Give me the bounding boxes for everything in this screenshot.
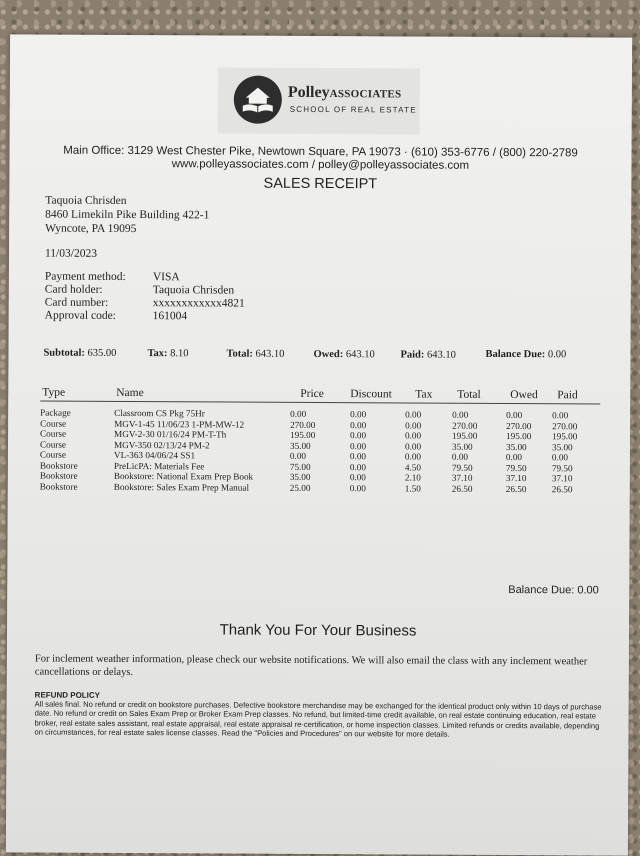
col-header-paid: Paid: [557, 389, 578, 401]
payment-method-value: VISA: [153, 271, 180, 283]
card-holder-label: Card holder:: [45, 284, 103, 296]
col-header-price: Price: [300, 388, 324, 400]
balance-due-footer: Balance Due: 0.00: [508, 584, 599, 596]
customer-address-1: 8460 Limekiln Pike Building 422-1: [45, 209, 209, 222]
approval-code-value: 161004: [153, 310, 188, 322]
company-subtitle: SCHOOL OF REAL ESTATE: [290, 105, 417, 115]
receipt-paper: [6, 34, 632, 855]
col-header-discount: Discount: [350, 388, 392, 400]
table-header-rule: [40, 401, 600, 405]
paid-total: Paid: 643.10: [400, 349, 455, 360]
approval-code-label: Approval code:: [45, 310, 116, 322]
col-header-tax: Tax: [415, 389, 432, 401]
customer-name: Taquoia Chrisden: [45, 195, 126, 207]
col-header-type: Type: [42, 387, 65, 399]
customer-address-2: Wyncote, PA 19095: [45, 223, 136, 235]
card-number-label: Card number:: [45, 297, 109, 309]
thank-you-message: Thank You For Your Business: [7, 620, 629, 640]
card-number-value: xxxxxxxxxxxx4821: [153, 297, 245, 309]
col-header-total: Total: [457, 389, 481, 401]
col-header-owed: Owed: [510, 389, 538, 401]
receipt-date: 11/03/2023: [45, 248, 97, 260]
office-web: www.polleyassociates.com / polley@polleyassociates.com: [9, 157, 631, 172]
grand-total: Total: 643.10: [226, 349, 284, 360]
subtotal: Subtotal: 635.00: [43, 348, 116, 359]
company-logo: [218, 67, 420, 134]
refund-policy-text: All sales final. No refund or credit on bookstore purchases. Defective bookstore merchandise may be exchanged for the identical product only within 10 days of purchase date. No refund or credit on Sales Exam Prep or Broker Exam Prep classes. No refund, but limited-time credit available, on real estate continuing education, real estate broker, real estate sales assistant, real estate appraisal, real estate appraisal re-certification, or home inspection classes. Limited refunds or credits available, depending on circumstances, for real estate sales license classes. Read the "Policies and Procedures" on our website for more details.: [34, 700, 606, 740]
line-items-table: Package Classroom CS Pkg 75Hr 0.00 0.00 0.00 0.00 0.00 0.00 Course MGV-1-45 11/06/23 1-PM-MW-12 270.00 0.00 0.00 270.00 270.00 270.00 Course MGV-2-30 01/16/24 PM-T-Th 195.00 0.00 0.00 195.00 195.00 195.00 Course MGV-350 02/13/24 PM-2 35.00 0.00 0.00 35.00 35.00 35.00 Course VL-363 04/06/24 SS1 0.00 0.00 0.00 0.00 0.00 0.00 Bookstore PreLicPA: Materials Fee 75.00 0.00 4.50 79.50 79.50 79.50 Bookstore Bookstore: National Exam Prep Book 35.00 0.00 2.10 37.10 37.10 37.10 Bookstore Bookstore: Sales Exam Prep Manual 25.00 0.00 1.50 26.50 26.50 26.50: [8, 407, 630, 410]
logo-house-book-icon: [234, 76, 282, 124]
receipt-title: SALES RECEIPT: [9, 174, 631, 193]
refund-policy-heading: REFUND POLICY: [35, 691, 100, 700]
owed-total: Owed: 643.10: [313, 349, 374, 360]
balance-due: Balance Due: 0.00: [485, 349, 566, 360]
payment-method-label: Payment method:: [45, 271, 126, 283]
col-header-name: Name: [116, 387, 144, 399]
tax-total: Tax: 8.10: [147, 348, 188, 359]
card-holder-value: Taquoia Chrisden: [153, 284, 234, 296]
weather-note: For inclement weather information, please check our website notifications. We will also email the class with any inclement weather cancellations or delays.: [35, 653, 595, 682]
totals-summary: [10, 34, 632, 37]
company-name: PolleyASSOCIATES: [288, 84, 402, 103]
office-address: Main Office: 3129 West Chester Pike, Newtown Square, PA 19073 · (610) 353-6776 / (800) 220-2789: [10, 144, 632, 159]
